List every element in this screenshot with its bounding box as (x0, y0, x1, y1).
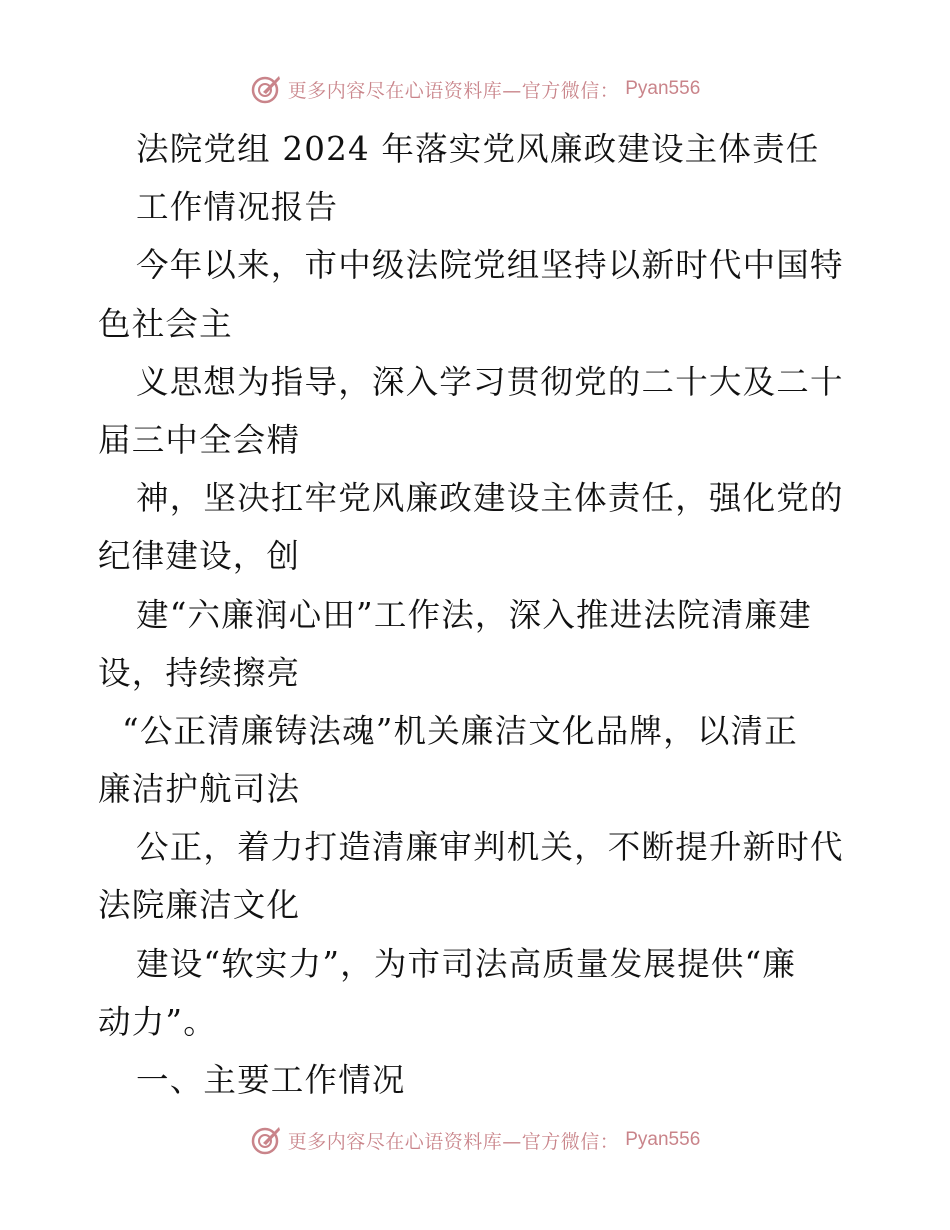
watermark-wechat-id: Pyan556 (625, 78, 701, 99)
paragraph-line: 公正，着力打造清廉审判机关，不断提升新时代 (136, 828, 844, 867)
paragraph-line: 动力”。 (98, 1002, 217, 1041)
watermark-wechat-id: Pyan556 (625, 1129, 701, 1150)
section-heading: 一、主要工作情况 (136, 1061, 406, 1099)
paragraph-line: 设，持续擦亮 (98, 653, 301, 692)
paragraph-line: 色社会主 (98, 304, 233, 343)
document-body (98, 120, 858, 1109)
watermark-text: 更多内容尽在心语资料库—官方微信： (287, 79, 620, 102)
header-watermark (0, 69, 950, 109)
paragraph-line: 建设“软实力”，为市司法高质量发展提供“廉 (136, 944, 797, 983)
paragraph-line: 廉洁护航司法 (98, 770, 301, 809)
paragraph-line: 今年以来，市中级法院党组坚持以新时代中国特 (136, 246, 844, 285)
paragraph-line: 建“六廉润心田”工作法，深入推进法院清廉建 (136, 595, 812, 634)
quill-seal-icon (250, 1124, 282, 1156)
watermark-text: 更多内容尽在心语资料库—官方微信： (287, 1130, 620, 1153)
paragraph-line: 义思想为指导，深入学习贯彻党的二十大及二十 (136, 362, 844, 401)
doc-title-line-2: 工作情况报告 (136, 188, 339, 227)
quill-seal-icon (250, 73, 282, 105)
paragraph-line: 纪律建设，创 (98, 537, 301, 576)
paragraph-line: “公正清廉铸法魂”机关廉洁文化品牌，以清正 (122, 711, 798, 750)
paragraph-line: 神，坚决扛牢党风廉政建设主体责任，强化党的 (136, 479, 844, 518)
footer-watermark (0, 1120, 950, 1160)
paragraph-line: 法院廉洁文化 (98, 886, 301, 925)
doc-title-line-1: 法院党组 2024 年落实党风廉政建设主体责任 (136, 130, 820, 168)
paragraph-line: 届三中全会精 (98, 420, 301, 459)
